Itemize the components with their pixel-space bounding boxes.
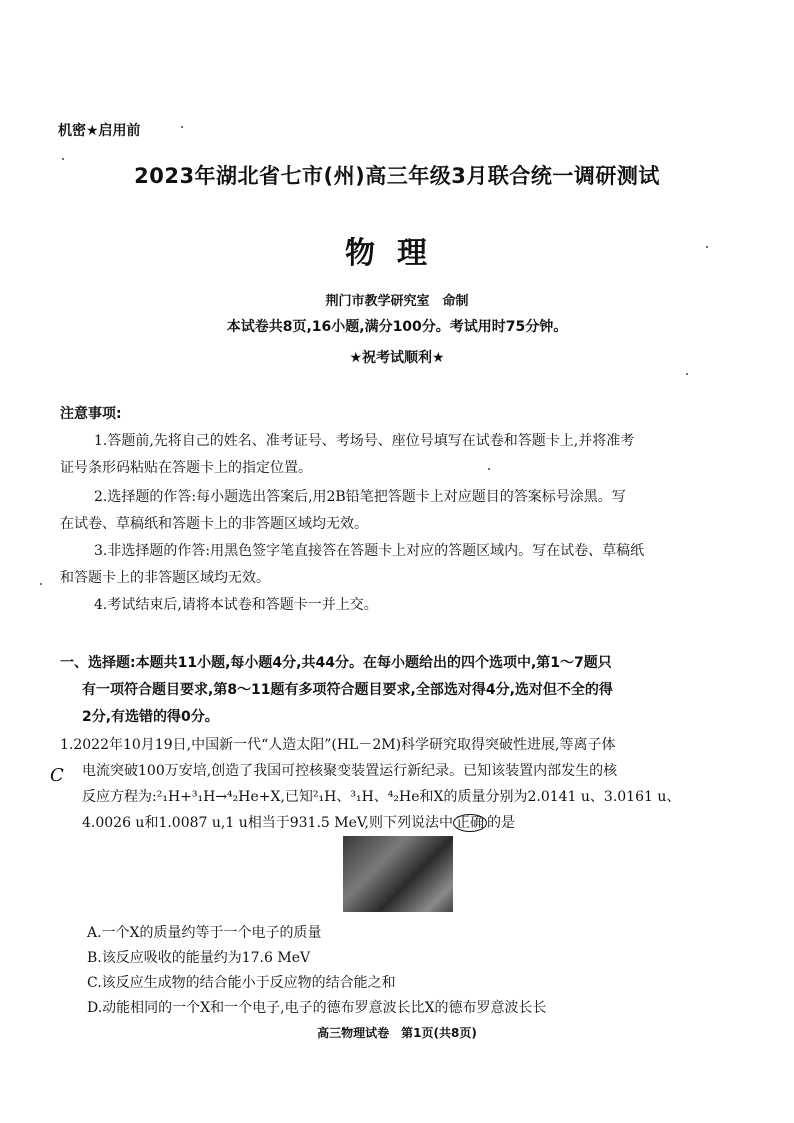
handwritten-margin-mark: C	[50, 765, 64, 786]
notice-item	[60, 538, 752, 592]
scan-speck	[706, 246, 708, 248]
section-one-line: 一、选择题:本题共11小题,每小题4分,共44分。在每小题给出的四个选项中,第1～7题只	[60, 655, 612, 671]
scan-speck	[181, 126, 183, 128]
notice-item-first-line: 2.选择题的作答:每小题选出答案后,用2B铅笔把答题卡上对应题目的答案标号涂黑。写	[94, 489, 626, 505]
question-1-line: 电流突破100万安培,创造了我国可控核聚变装置运行新纪录。已知该装置内部发生的核	[82, 763, 618, 779]
notice-item	[60, 428, 752, 482]
notice-item	[60, 592, 752, 619]
subject-title: 物理	[345, 236, 449, 271]
confidential-label: 机密★启用前	[58, 123, 141, 139]
scan-speck	[488, 468, 490, 470]
scan-speck	[62, 158, 64, 160]
question-1-line4-pre: 4.0026 u和1.0087 u,1 u相当于931.5 MeV,则下列说法中	[82, 815, 453, 831]
notice-item-first-line: 3.非选择题的作答:用黑色签字笔直接答在答题卡上对应的答题区域内。写在试卷、草稿纸	[94, 543, 645, 559]
page-footer: 高三物理试卷 第1页(共8页)	[317, 1026, 477, 1040]
circled-keyword: 正确	[453, 814, 487, 832]
notice-item-first-line: 4.考试结束后,请将本试卷和答题卡一并上交。	[94, 597, 378, 613]
question-1-line: 反应方程为:²₁H+³₁H→⁴₂He+X,已知²₁H、³₁H、⁴₂He和X的质量分别为2.0141 u、3.0161 u、	[82, 789, 681, 805]
option-b: B.该反应吸收的能量约为17.6 MeV	[87, 950, 311, 966]
question-1-line	[60, 810, 756, 836]
option-d: D.动能相同的一个X和一个电子,电子的德布罗意波长比X的德布罗意波长长	[87, 1000, 547, 1016]
notice-title: 注意事项:	[60, 406, 122, 422]
section-one-line: 2分,有选错的得0分。	[82, 709, 219, 725]
question-1-stem	[60, 732, 756, 836]
scan-speck	[686, 373, 688, 375]
question-1-line: 1.2022年10月19日,中国新一代“人造太阳”(HL－2M)科学研究取得突破性进展,等离子体	[60, 737, 616, 753]
notice-item-first-line: 1.答题前,先将自己的姓名、准考证号、考场号、座位号填写在试卷和答题卡上,并将准考	[94, 433, 635, 449]
blessing-line: ★祝考试顺利★	[349, 350, 445, 366]
notice-item-rest-line: 在试卷、草稿纸和答题卡上的非答题区域均无效。	[60, 516, 368, 532]
scan-speck	[40, 583, 42, 585]
section-one-header	[60, 650, 756, 731]
option-c: C.该反应生成物的结合能小于反应物的结合能之和	[87, 975, 396, 991]
fusion-device-photo	[343, 836, 453, 912]
notice-item-rest-line: 和答题卡上的非答题区域均无效。	[60, 570, 270, 586]
notice-item-rest-line: 证号条形码粘贴在答题卡上的指定位置。	[60, 460, 312, 476]
exam-meta: 本试卷共8页,16小题,满分100分。考试用时75分钟。	[226, 319, 568, 335]
section-one-line: 有一项符合题目要求,第8～11题有多项符合题目要求,全部选对得4分,选对但不全的得	[82, 682, 613, 698]
author-line: 荆门市教学研究室 命制	[325, 294, 469, 309]
exam-title: 2023年湖北省七市(州)高三年级3月联合统一调研测试	[134, 164, 660, 188]
question-1-line4-post: 的是	[487, 815, 515, 831]
notice-item	[60, 484, 752, 538]
option-a: A.一个X的质量约等于一个电子的质量	[87, 925, 322, 941]
